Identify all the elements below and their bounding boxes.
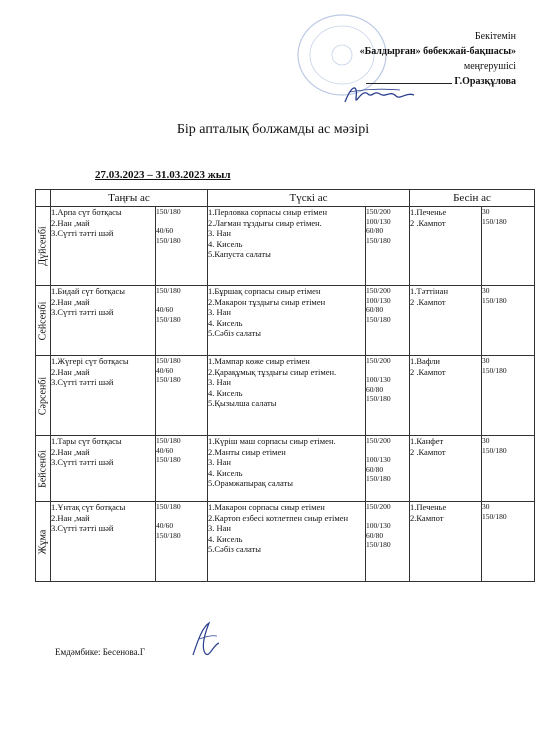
lunch-dish-item: 1.Бұршақ сорпасы сиыр етімен — [208, 286, 321, 296]
breakfast-dish-item: 3.Сүтті тәтті шәй — [51, 523, 114, 533]
breakfast-portions-cell — [156, 502, 208, 582]
breakfast-portion-item: 150/180 — [156, 356, 181, 365]
lunch-dish-item: 5.Сәбіз салаты — [208, 544, 261, 554]
day-cell — [36, 436, 51, 502]
lunch-dish-item: 4. Кисель — [208, 467, 243, 478]
breakfast-portion-item: 40/60 — [156, 365, 174, 375]
lunch-portion-item: 150/180 — [366, 394, 391, 403]
breakfast-portion-item: 150/180 — [156, 286, 181, 295]
dietitian-signature — [185, 617, 225, 667]
breakfast-portion-item: 150/180 — [156, 314, 181, 324]
lunch-dish-item: 1.Макарон сорпасы сиыр етімен — [208, 502, 325, 512]
breakfast-dish-item: 1.Жүгері сүт ботқасы — [51, 356, 129, 366]
breakfast-dishes-cell — [51, 207, 156, 286]
day-cell — [36, 207, 51, 286]
snack-dishes-cell — [410, 286, 482, 356]
snack-portion-item: 30 — [482, 356, 490, 365]
snack-portion-item: 30 — [482, 502, 490, 511]
lunch-portion-item: 150/180 — [366, 474, 391, 483]
lunch-portion-item: 150/200 — [366, 436, 391, 445]
lunch-portion-item: 60/80 — [366, 530, 384, 540]
lunch-dish-item: 3. Нан — [208, 523, 231, 533]
lunch-dish-item: 2.Макарон тұздығы сиыр етімен — [208, 296, 326, 307]
header-snack: Бесін ас — [410, 190, 535, 207]
snack-portions-cell — [482, 207, 535, 286]
page-title: Бір апталық болжамды ас мәзірі — [176, 122, 370, 137]
breakfast-portion-item — [156, 512, 207, 522]
snack-portion-item: 30 — [482, 436, 490, 445]
breakfast-dish-item: 3.Сүтті тәтті шәй — [51, 457, 114, 467]
snack-portion-item: 30 — [482, 286, 490, 295]
snack-dish-item: 2 .Кампот — [410, 217, 446, 228]
lunch-dish-item: 1.Мампар көже сиыр етімен — [208, 356, 310, 366]
lunch-portion-item: 150/180 — [366, 314, 391, 324]
table-header-row — [36, 190, 535, 207]
lunch-portion-item: 100/130 — [366, 295, 391, 305]
lunch-portion-item: 150/200 — [366, 356, 391, 365]
lunch-portion-item — [366, 446, 409, 456]
snack-portions-cell — [482, 356, 535, 436]
breakfast-portion-item: 150/180 — [156, 375, 181, 384]
breakfast-dish-item: 1.Бидай сүт ботқасы — [51, 286, 126, 296]
breakfast-dish-item: 3.Сүтті тәтті шәй — [51, 377, 114, 387]
date-range: 27.03.2023 – 31.03.2023 жыл — [95, 169, 231, 181]
lunch-portion-item: 60/80 — [366, 384, 384, 394]
lunch-portion-item: 60/80 — [366, 464, 384, 474]
breakfast-portion-item: 40/60 — [156, 305, 174, 314]
breakfast-portion-item: 150/180 — [156, 530, 181, 540]
snack-dishes-cell — [410, 207, 482, 286]
day-label: Бейсенбі — [37, 449, 49, 488]
snack-portion-item: 150/180 — [482, 295, 507, 305]
header-breakfast: Таңғы ас — [51, 190, 208, 207]
lunch-portion-item: 150/200 — [366, 207, 391, 216]
lunch-dish-item: 4. Кисель — [208, 317, 243, 328]
snack-dish-item: 1.Вафли — [410, 356, 440, 366]
snack-dish-item: 2 .Кампот — [410, 296, 446, 307]
dietitian-footer: Емдәмбике: Бесенова.Г — [55, 647, 146, 657]
lunch-portion-item: 150/200 — [366, 502, 391, 511]
lunch-dish-item: 2.Қарақұмық тұздығы сиыр етімен. — [208, 366, 337, 377]
breakfast-portion-item: 40/60 — [156, 445, 174, 455]
lunch-dish-item: 2.Картоп езбесі котлетпен сиыр етімен — [208, 512, 349, 523]
menu-body — [36, 207, 535, 582]
breakfast-dishes-cell — [51, 286, 156, 356]
lunch-dishes-cell — [208, 207, 366, 286]
day-cell — [36, 286, 51, 356]
day-row — [36, 286, 535, 356]
snack-dish-item: 1.Тәттінан — [410, 286, 449, 296]
breakfast-portion-item: 150/180 — [156, 207, 181, 216]
breakfast-dish-item: 3.Сүтті тәтті шәй — [51, 228, 114, 238]
breakfast-portion-item: 150/180 — [156, 436, 181, 445]
lunch-dish-item: 4. Кисель — [208, 387, 243, 398]
snack-portions-cell — [482, 286, 535, 356]
day-cell — [36, 356, 51, 436]
lunch-portion-item: 100/130 — [366, 521, 391, 530]
lunch-dish-item: 3. Нан — [208, 457, 231, 467]
lunch-portion-item: 150/180 — [366, 540, 391, 549]
lunch-dishes-cell — [208, 502, 366, 582]
approval-line-3: меңгерушісі — [463, 61, 516, 72]
lunch-dish-item: 4. Кисель — [208, 238, 243, 249]
header-lunch: Түскі ас — [208, 190, 410, 207]
snack-dishes-cell — [410, 502, 482, 582]
snack-portion-item: 150/180 — [482, 445, 507, 455]
day-row — [36, 436, 535, 502]
lunch-portion-item: 100/130 — [366, 216, 391, 226]
day-label: Сейсенбі — [37, 301, 49, 340]
approval-line-2: «Балдырған» бөбекжай-бақшасы» — [359, 46, 516, 57]
breakfast-portion-item: 150/180 — [156, 235, 181, 245]
breakfast-portion-item — [156, 296, 207, 306]
day-label: Сәрсенбі — [37, 376, 49, 415]
lunch-dish-item: 3. Нан — [208, 228, 231, 238]
lunch-portions-cell — [366, 286, 410, 356]
lunch-dish-item: 5.Орамжапырақ салаты — [208, 478, 293, 488]
snack-portion-item: 150/180 — [482, 365, 507, 375]
breakfast-portion-item: 150/180 — [156, 455, 181, 464]
snack-dish-item: 2.Кампот — [410, 512, 444, 523]
lunch-portion-item: 60/80 — [366, 305, 384, 314]
breakfast-dish-item: 2.Нан ,май — [51, 446, 90, 457]
lunch-dish-item: 3. Нан — [208, 377, 231, 387]
breakfast-dishes-cell — [51, 356, 156, 436]
approval-line-1: Бекітемін — [474, 31, 516, 42]
director-signature — [340, 80, 420, 110]
day-row — [36, 356, 535, 436]
lunch-portions-cell — [366, 436, 410, 502]
lunch-dish-item: 5.Қызылша салаты — [208, 398, 277, 408]
breakfast-dish-item: 2.Нан ,май — [51, 366, 90, 377]
lunch-portion-item: 60/80 — [366, 226, 384, 235]
breakfast-portions-cell — [156, 286, 208, 356]
lunch-dish-item: 1.Перловка сорпасы сиыр етімен — [208, 207, 327, 217]
breakfast-portions-cell — [156, 436, 208, 502]
snack-portion-item: 30 — [482, 207, 490, 216]
day-label: Жұма — [37, 529, 49, 554]
breakfast-portion-item: 40/60 — [156, 521, 174, 530]
day-row — [36, 502, 535, 582]
day-row — [36, 207, 535, 286]
breakfast-dish-item: 1.Арпа сүт ботқасы — [51, 207, 122, 217]
lunch-portion-item: 100/130 — [366, 375, 391, 384]
snack-portion-item: 150/180 — [482, 511, 507, 521]
lunch-dish-item: 2.Лағман тұздығы сиыр етімен. — [208, 217, 322, 228]
menu-table — [35, 189, 535, 582]
breakfast-dish-item: 2.Нан ,май — [51, 296, 90, 307]
breakfast-portion-item: 150/180 — [156, 502, 181, 511]
breakfast-dish-item: 1.Ұнтақ сүт ботқасы — [51, 502, 126, 512]
lunch-dishes-cell — [208, 356, 366, 436]
lunch-portions-cell — [366, 207, 410, 286]
snack-dishes-cell — [410, 356, 482, 436]
snack-dish-item: 2 .Кампот — [410, 366, 446, 377]
lunch-portion-item: 150/180 — [366, 235, 391, 245]
lunch-dish-item: 4. Кисель — [208, 533, 243, 544]
lunch-portions-cell — [366, 502, 410, 582]
day-label: Дүйсенбі — [37, 226, 49, 266]
lunch-dishes-cell — [208, 436, 366, 502]
snack-portion-item: 150/180 — [482, 216, 507, 226]
lunch-portion-item — [366, 512, 409, 522]
breakfast-dishes-cell — [51, 502, 156, 582]
breakfast-dish-item: 2.Нан ,май — [51, 217, 90, 228]
lunch-dish-item: 3. Нан — [208, 307, 231, 317]
breakfast-dish-item: 1.Тары сүт ботқасы — [51, 436, 122, 446]
lunch-portion-item — [366, 366, 409, 376]
snack-dishes-cell — [410, 436, 482, 502]
breakfast-portions-cell — [156, 356, 208, 436]
breakfast-portions-cell — [156, 207, 208, 286]
snack-dish-item: 2 .Кампот — [410, 446, 446, 457]
lunch-dish-item: 2.Манты сиыр етімен — [208, 446, 286, 457]
snack-dish-item: 1.Канфет — [410, 436, 444, 446]
lunch-dish-item: 5.Сәбіз салаты — [208, 328, 261, 338]
header-day-spacer — [36, 190, 51, 207]
lunch-dish-item: 1.Күріш маш сорпасы сиыр етімен. — [208, 436, 336, 446]
breakfast-dish-item: 3.Сүтті тәтті шәй — [51, 307, 114, 317]
snack-portions-cell — [482, 502, 535, 582]
day-cell — [36, 502, 51, 582]
lunch-portions-cell — [366, 356, 410, 436]
breakfast-dish-item: 2.Нан ,май — [51, 512, 90, 523]
snack-portions-cell — [482, 436, 535, 502]
snack-dish-item: 1.Печенье — [410, 502, 447, 512]
lunch-portion-item: 150/200 — [366, 286, 391, 295]
breakfast-portion-item — [156, 217, 207, 227]
lunch-dish-item: 5.Капуста салаты — [208, 249, 271, 259]
breakfast-dishes-cell — [51, 436, 156, 502]
lunch-portion-item: 100/130 — [366, 455, 391, 464]
snack-dish-item: 1.Печенье — [410, 207, 447, 217]
approver-name: Г.Оразқұлова — [454, 76, 516, 87]
lunch-dishes-cell — [208, 286, 366, 356]
breakfast-portion-item: 40/60 — [156, 226, 174, 235]
